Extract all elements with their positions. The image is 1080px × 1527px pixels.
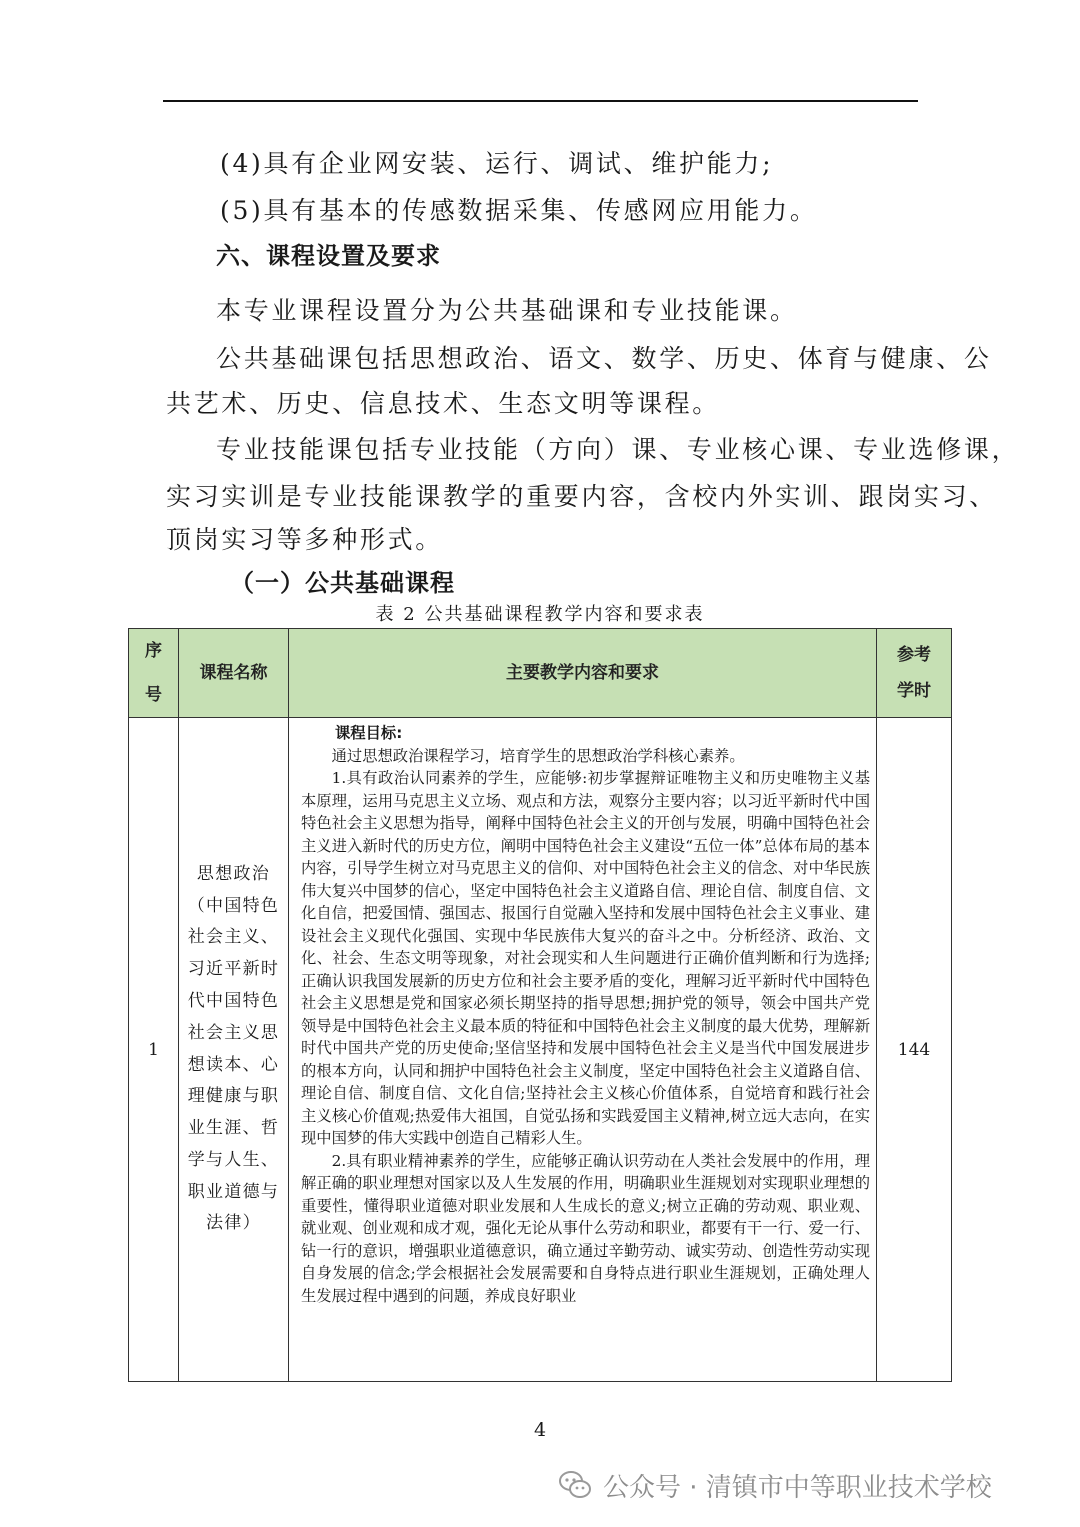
watermark-text: 公众号 · 清镇市中等职业技术学校 (603, 1472, 992, 1503)
course-content-cell (289, 718, 877, 1382)
header-name: 课程名称 (179, 629, 289, 718)
course-goal-label: 课程目标: (335, 724, 403, 742)
course-point-1: 1.具有政治认同素养的学生，应能够:初步掌握辩证唯物主义和历史唯物主义基本原理，运用马克思主义立场、观点和方法，观察分主要内容；以习近平新时代中国特色社会主义思想为指导，阐释中国特色社会主义的开创与发展，明确中国特色社会主义进入新时代的历史方位，阐明中国特色社会主义建设“五位一体”总体布局的基本内容，引导学生树立对马克思主义的信仰、对中国特色社会主义的信念、对中华民族伟大复兴中国梦的信心，坚定中国特色社会主义道路自信、理论自信、制度自信、文化自信，把爱国情、强国志、报国行自觉融入坚持和发展中国特色社会主义事业、建设社会主义现代化强国、实现中华民族伟大复兴的奋斗之中。分析经济、政治、文化、社会、生态文明等现象，对社会现实和人生问题进行正确价值判断和行为选择;正确认识我国发展新的历史方位和社会主要矛盾的变化，理解习近平新时代中国特色社会主义思想是党和国家必须长期坚持的指导思想;拥护党的领导，领会中国共产党领导是中国特色社会主义最本质的特征和中国特色社会主义制度的最大优势，理解新时代中国共产党的历史使命;坚信坚持和发展中国特色社会主义是当代中国发展进步的根本方向，认同和拥护中国特色社会主义制度，坚定中国特色社会主义道路自信、理论自信、制度自信、文化自信;坚持社会主义核心价值体系，自觉培育和践行社会主义核心价值观;热爱伟大祖国，自觉弘扬和实践爱国主义精神,树立远大志向，在实现中国梦的伟大实践中创造自己精彩人生。 (301, 769, 870, 1147)
row-number: 1 (129, 718, 179, 1382)
table-header-row (129, 629, 952, 718)
header-num: 序号 (129, 629, 179, 718)
paragraph-3-line-2: 实习实训是专业技能课教学的重要内容，含校内外实训、跟岗实习、 (166, 482, 998, 511)
section-heading: 六、课程设置及要求 (216, 242, 441, 270)
watermark (557, 1465, 992, 1505)
paragraph-2-line-1: 公共基础课包括思想政治、语文、数学、历史、体育与健康、公 (216, 344, 992, 373)
ability-item-4: (4)具有企业网安装、运行、调试、维护能力; (220, 149, 774, 178)
header-rule (163, 100, 918, 102)
wechat-icon (557, 1467, 593, 1503)
paragraph-1: 本专业课程设置分为公共基础课和专业技能课。 (216, 296, 798, 325)
course-table (128, 628, 952, 1382)
subsection-heading: （一）公共基础课程 (230, 569, 455, 597)
course-hours: 144 (877, 718, 952, 1382)
table-caption: 表 2 公共基础课程教学内容和要求表 (375, 604, 705, 625)
page-number: 4 (533, 1419, 547, 1441)
course-name: 思想政治（中国特色社会主义、习近平新时代中国特色社会主义思想读本、心理健康与职业生涯、哲学与人生、职业道德与法律） (187, 863, 280, 1234)
paragraph-3-line-1: 专业技能课包括专业技能（方向）课、专业核心课、专业选修课， (216, 435, 1020, 464)
ability-item-5: (5)具有基本的传感数据采集、传感网应用能力。 (220, 196, 818, 225)
course-name-cell (179, 718, 289, 1382)
table-row (129, 718, 952, 1382)
paragraph-3-line-3: 顶岗实习等多种形式。 (166, 525, 444, 554)
course-point-2: 2.具有职业精神素养的学生，应能够正确认识劳动在人类社会发展中的作用，理解正确的职业理想对国家以及人生发展的作用，明确职业生涯规划对实现职业理想的重要性，懂得职业道德对职业发展和人生成长的意义;树立正确的劳动观、职业观、就业观、创业观和成才观，强化无论从事什么劳动和职业，都要有干一行、爱一行、钻一行的意识，增强职业道德意识，确立通过辛勤劳动、诚实劳动、创造性劳动实现自身发展的信念;学会根据社会发展需要和自身特点进行职业生涯规划，正确处理人生发展过程中遇到的问题，养成良好职业 (301, 1151, 870, 1305)
header-hours: 参考学时 (877, 629, 952, 718)
paragraph-2-line-2: 共艺术、历史、信息技术、生态文明等课程。 (166, 389, 721, 418)
header-content: 主要教学内容和要求 (289, 629, 877, 718)
course-intro: 通过思想政治课程学习，培育学生的思想政治学科核心素养。 (331, 746, 745, 765)
